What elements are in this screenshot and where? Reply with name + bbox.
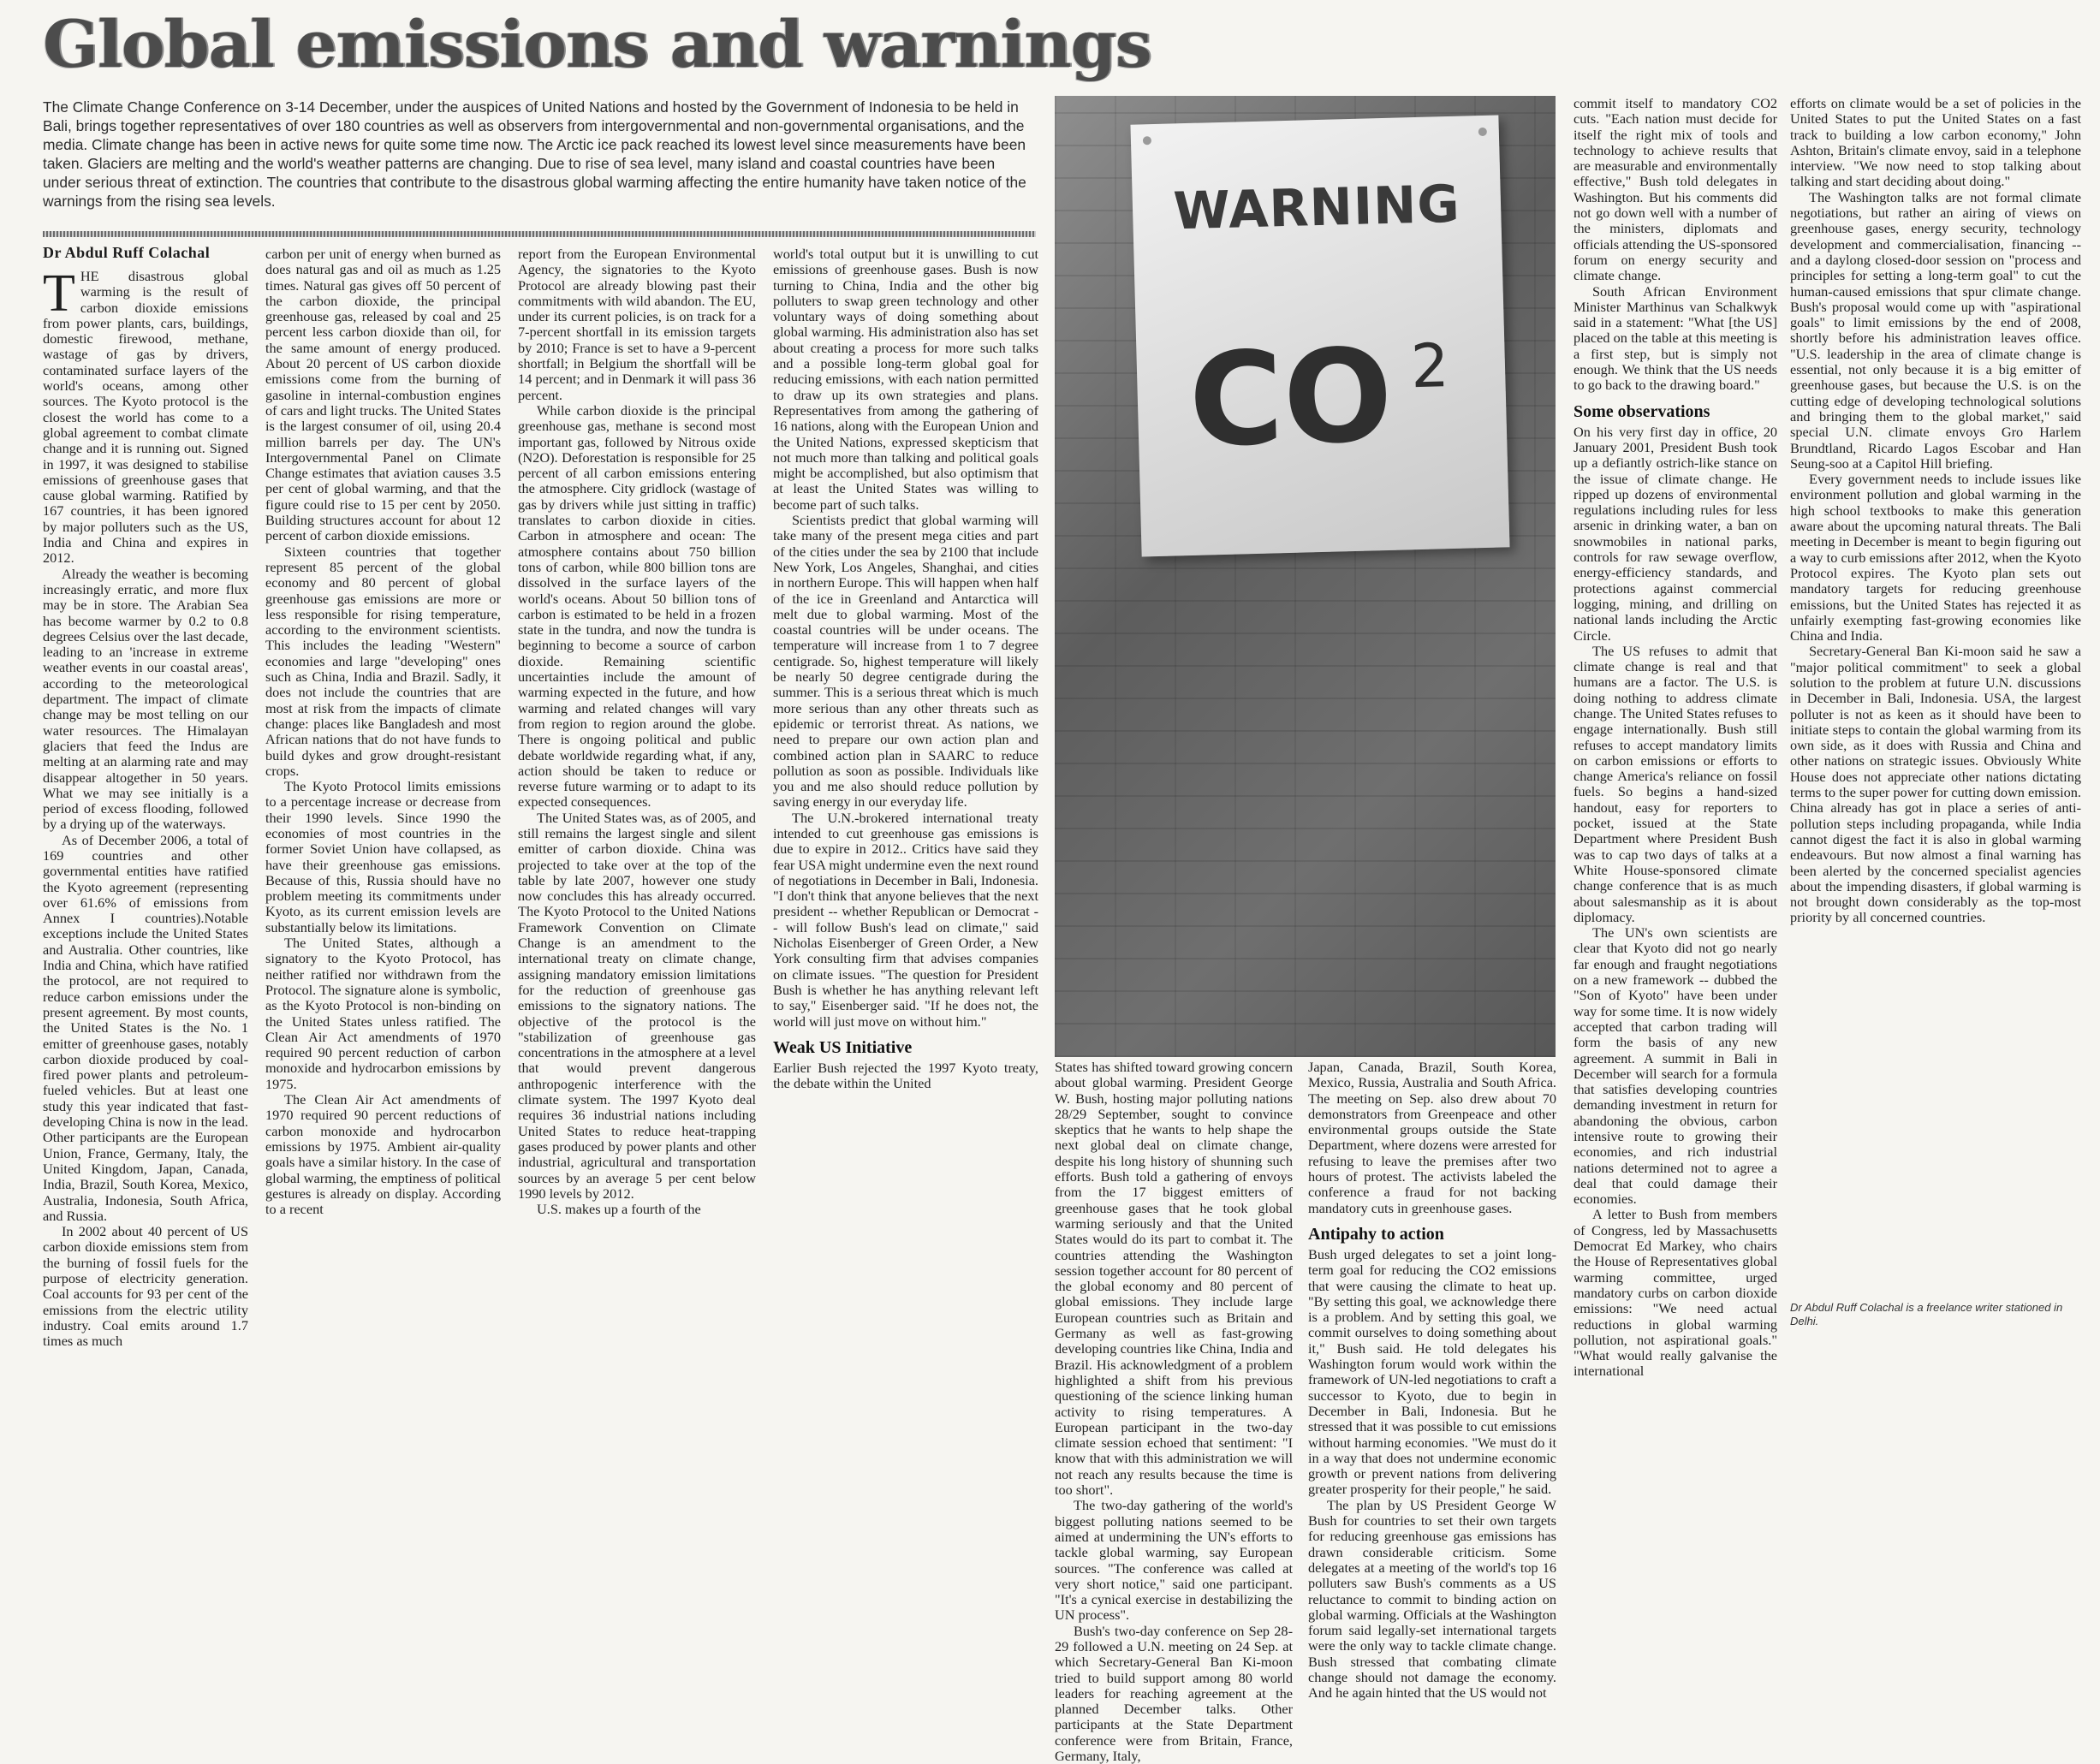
paragraph: The plan by US President George W Bush for countries to set their own targets for reducing greenhouse gas emissions has drawn considerable criticism. Some delegates at a meeting of the world's top 16 polluters saw Bush's comments as a US reluctance to commit to binding action on global warming. Officials at the Washington forum said legally-set international targets were the only way to tackle climate change. Bush stressed that combating climate change should not damage the economy. And he again hinted that the US would not: [1308, 1496, 1556, 1702]
paragraph: Already the weather is becoming increasingly erratic, and more flux may be in store. The Arabian Sea has become warmer by 0.2 to 0.8 degrees Celsius over the last decade, leading to an 'increase in extreme weather events in our coastal areas', according to the meteorological department. The impact of climate change may be most telling on our water resources. The Himalayan glaciers that feed the Indus are melting at an alarming rate and may disappear altogether in 50 years. What we may see initially is a period of excess flooding, followed by a drying up of the waterways.: [43, 565, 248, 833]
paragraph: As of December 2006, a total of 169 countries and other governmental entities have ratified the Kyoto agreement (representing over 61.6% of emissions from Annex I countries).Notable exceptions include the United States and Australia. Other countries, like India and China, which have ratified the protocol, are not required to reduce carbon emissions under the present agreement. By most counts, the United States is the No. 1 emitter of greenhouse gases, notably carbon dioxide produced by coal-fired power plants and petroleum-fueled vehicles. But at least one study this year indicated that fast-developing China is now in the lead. Other participants are the European Union, France, Germany, Italy, the United Kingdom, Japan, Canada, India, Brazil, South Korea, Mexico, Australia, Indonesia, South Africa, and Russia.: [43, 831, 248, 1224]
article-column-6: [1308, 1059, 1556, 1702]
paragraph: Secretary-General Ban Ki-moon said he saw a "major political commitment" to seek a global solution to the problem at future U.N. discussions in December in Bali, Indonesia. USA, the largest polluter is not as keen as it should have been to initiate steps to contain the global warming from its own side, as it does with Russia and China and other nations on strategic issues. Obviously White House does not appreciate other nations dictating terms to the super power for cutting down emission. China already has got in place a series of anti-pollution steps including propaganda, while India cannot digest the fact it is also in global warming endeavours. But now almost a final warning has been alerted by the concerned specialist agencies about the impending disasters, if global warming is not brought down considerably as the top-most priority by all concerned countries.: [1790, 643, 2081, 926]
paragraph: world's total output but it is unwilling to cut emissions of greenhouse gases. Bush is now turning to China, India and the other big polluters to swap green technology and other voluntary ways of doing something about global warming. His administration also has set about creating a process for more such talks and a possible long-term global goal for reducing emissions, with each nation permitted to draw up its own strategies and plans. Representatives from among the gathering of 16 nations, along with the European Union and the United Nations, expressed skepticism that not much more than talking and political goals might be accomplished, but also optimism that at least the United States was willing to become part of such talks.: [773, 246, 1038, 513]
paragraph: A letter to Bush from members of Congress, led by Massachusetts Democrat Ed Markey, who chairs the House of Representatives global warming committee, urged mandatory curbs on carbon dioxide emissions: "We need actual reductions in global warming pollution, not aspirational goals." "What would really galvanise the international: [1574, 1206, 1777, 1380]
article-column-1: [43, 264, 248, 1350]
paragraph: The US refuses to admit that climate change is real and that humans are a factor. The U.S. is doing nothing to address climate change. The United States refuses to engage internationally. Bush still refuses to accept mandatory limits on carbon emissions or efforts to change America's reliance on fossil fuels. So begins a hand-sized handout, easy for reporters to pocket, issued at the State Department where President Bush was to cap two days of talks at a White House-sponsored climate change conference that is as much about salesmanship as it is about diplomacy.: [1574, 642, 1777, 925]
paragraph: carbon per unit of energy when burned as does natural gas and oil as much as 1.25 times. Natural gas gives off 50 percent of the carbon dioxide, the principal greenhouse gas, released by coal and 25 percent less carbon dioxide than oil, for the same amount of energy produced. About 20 percent of US carbon dioxide emissions come from the burning of gasoline in internal-combustion engines of cars and light trucks. The United States is the largest consumer of oil, using 20.4 million barrels per day. The UN's Intergovernmental Panel on Climate Change estimates that aviation causes 3.5 per cent of global warming, and that the figure could rise to 15 per cent by 2050. Building structures account for about 12 percent of carbon dioxide emissions.: [265, 246, 501, 544]
paragraph: The Kyoto Protocol limits emissions to a percentage increase or decrease from their 1990 levels. Since 1990 the economies of most countries in the former Soviet Union have collapsed, as have their greenhouse gas emissions. Because of this, Russia should have no problem meeting its commitments under Kyoto, as its current emission levels are substantially below its limitations.: [265, 778, 501, 935]
paragraph: U.S. makes up a fourth of the: [537, 1201, 701, 1218]
article-column-2: [265, 246, 501, 1339]
paragraph: Japan, Canada, Brazil, South Korea, Mexico, Russia, Australia and South Africa. The meeting on Sep. also drew about 70 demonstrators from Greenpeace and other environmental groups outside the State Department, where dozens were arrested for refusing to leave the premises after two hours of protest. The activists labeled the conference a fraud for not backing mandatory cuts in greenhouse gases.: [1308, 1059, 1556, 1216]
sign-bolt: [1478, 128, 1487, 136]
paragraph: commit itself to mandatory CO2 cuts. "Each nation must decide for itself the right mix of tools and technology to achieve results that are measurable and environmentally effective," Bush told delegates in Washington. But his comments did not go down well with a number of the ministers, diplomats and officials attending the US-sponsored forum on energy security and climate change.: [1574, 95, 1777, 284]
paragraph: report from the European Environmental Agency, the signatories to the Kyoto Protocol are already blowing past their commitments with wild abandon. The EU, under its current policies, is on track for a 7-percent shortfall in its emission targets by 2010; France is set to have a 9-percent shortfall; in Belgium the shortfall will be 14 percent; and in Denmark it will pass 36 percent.: [518, 246, 756, 403]
sign-warning-text: WARNING: [1172, 174, 1461, 242]
paragraph: The UN's own scientists are clear that Kyoto did not go nearly far enough and fraught negotiations on a new framework -- dubbed the "Son of Kyoto" have been under way for some time. It is now widely accepted that carbon trading will form the basis of any new agreement. A summit in Bali in December will search for a formula that satisfies developing countries demanding investment in return for abandoning the obvious, carbon intensive route to growing their economies, and rich industrial nations determined not to agree a deal that could damage their economies.: [1574, 924, 1777, 1208]
subheading-some-observations: Some observations: [1574, 401, 1710, 421]
paragraph: While carbon dioxide is the principal greenhouse gas, methane is second most important gas, followed by Nitrous oxide (N2O). Deforestation is responsible for 25 percent of all carbon emissions entering the atmosphere. City gridlock (wastage of gas by drivers while just sitting in traffic) translates to carbon dioxide in cities. Carbon in atmosphere and ocean: The atmosphere contains about 750 billion tons of carbon, while 800 billion tons are dissolved in the surface layers of the world's oceans. About 50 billion tons of carbon is estimated to be held in a frozen state in the tundra, and now the tundra is beginning to become a source of carbon dioxide. Remaining scientific uncertainties include the amount of warming expected in the future, and how warming and related changes will vary from region to region around the globe. There is ongoing political and public debate worldwide regarding what, if any, action should be taken to reduce or reverse future warming or to adapt to its expected consequences.: [518, 401, 756, 811]
article-column-5: [1055, 1059, 1293, 1764]
paragraph: States has shifted toward growing concern about global warming. President George W. Bush, hosting major polluting nations 28/29 September, sought to convince skeptics that he wants to help shape the next global deal on climate change, despite his long history of shunning such efforts. Bush told a gathering of envoys from the 17 biggest emitters of greenhouse gases that he took global warming seriously and that the United States would do its part to combat it. The countries attending the Washington session together account for 80 percent of the global economy and 80 percent of global emissions. They include large European countries such as Britain and Germany as well as fast-growing developing countries like China, India and Brazil. His acknowledgment of a problem highlighted a shift from his previous questioning of the science linking human activity to rising temperatures. A European participant in the two-day climate session echoed that sentiment: "I know that with this administration we will not reach any results because the time is too short".: [1055, 1059, 1293, 1499]
paragraph: South African Environment Minister Marthinus van Schalkwyk said in a statement: "What [the US] placed on the table at this meeting is a first step, but is simply not enough. We think that the US needs to go back to the drawing board.": [1574, 282, 1777, 394]
article-column-8: [1790, 96, 2081, 1294]
sign-bolt: [1143, 136, 1151, 145]
paragraph: Earlier Bush rejected the 1997 Kyoto treaty, the debate within the United: [773, 1059, 1038, 1092]
paragraph: The U.N.-brokered international treaty intended to cut greenhouse gas emissions is due to expire in 2012.. Critics have said they fear USA might undermine even the next round of negotiations in December in Bali, Indonesia. "I don't think that anyone believes that the next president -- whether Republican or Democrat -- will follow Bush's lead on climate," said Nicholas Eisenberger of Green Order, a New York consulting firm that advises companies on climate issues. "The question for President Bush is whether he has anything relevant left to say," Eisenberger said. "If he does not, the world will just move on without him.": [773, 809, 1038, 1030]
paragraph: efforts on climate would be a set of policies in the United States to put the United States on a fast track to building a low carbon economy," John Ashton, Britain's climate envoy, said in a telephone interview. "We now need to stop talking about talking and start deciding about doing.": [1790, 95, 2081, 190]
article-column-4: [773, 246, 1038, 1339]
article-column-3: [518, 246, 756, 1339]
byline: Dr Abdul Ruff Colachal: [43, 244, 211, 261]
drop-cap: T: [43, 264, 75, 323]
paragraph: Bush urged delegates to set a joint long-term goal for reducing the CO2 emissions that were causing the climate to heat up. "By setting this goal, we acknowledge there is a problem. And by setting this goal, we commit ourselves to doing something about it," Bush said. He told delegates his Washington forum would work within the framework of UN-led negotiations to craft a successor to Kyoto, due to begin in December in Bali, Indonesia. But he stressed that it was possible to cut emissions without harming economies. "We must do it in a way that does not undermine economic growth or prevent nations from delivering greater prosperity for their people," he said.: [1308, 1245, 1556, 1498]
paragraph: The Clean Air Act amendments of 1970 required 90 percent reductions of carbon monoxide and hydrocarbon emissions by 1975. Ambient air-quality goals have a similar history. In the case of global warming, the emptiness of political gestures is already on display. According to a recent: [265, 1091, 501, 1218]
subheading-weak-us-initiative: Weak US Initiative: [773, 1037, 913, 1057]
paragraph: Scientists predict that global warming will take many of the present mega cities and part of the cities under the sea by 2100 that include New York, Los Angeles, Shanghai, and cities in northern Europe. This will happen when half of the ice in Greenland and Antarctica will melt due to global warming. Most of the coastal countries will be under oceans. The temperature will increase from 1 to 7 degree centigrade. So, highest temperature will likely be nearly 50 degree centigrade during the summer. This is a serious threat which is much more serious than any other threats such as epidemic or terrorist threat. As nations, we need to prepare our own action plan and combined action plan in SAARC to reduce pollution as soon as possible. Individuals like you and me also should reduce pollution by saving energy in our everyday life.: [773, 512, 1038, 811]
sign-subscript-text: 2: [1409, 330, 1450, 402]
article-column-7: [1574, 95, 1777, 1380]
author-credit: Dr Abdul Ruff Colachal is a freelance writer stationed in Delhi.: [1790, 1301, 2063, 1327]
paragraph: The Washington talks are not formal climate negotiations, but rather an airing of views on greenhouse gases, energy security, technology development and commercialisation, financing -- and a daylong closed-door session on "process and principles for setting a long-term goal" to cut the human-caused emissions that spur climate change. Bush's proposal would come up with "aspirational goals" to limit emissions by the end of 2008, shortly before his administration leaves office. "U.S. leadership in the area of climate change is essential, not only because it is a big emitter of greenhouse gases, but because the U.S. is on the cutting edge of developing technological solutions and bringing them to the global market," said special U.N. climate envoys Gro Harlem Brundtland, Ricardo Lagos Escobar and Han Seung-soo at a Capitol Hill briefing.: [1790, 188, 2081, 472]
co2-warning-photo: [1055, 96, 1556, 1057]
paragraph: Every government needs to include issues like environment pollution and global warming in the high school textbooks to make this generation aware about the upcoming natural threats. The Bali meeting in December is meant to begin figuring out a way to curb emissions after 2012, when the Kyoto Protocol expires. The Kyoto plan sets out mandatory targets for reducing greenhouse emissions, but the United States has rejected it as unfairly exempting fast-growing economies like China and India.: [1790, 471, 2081, 644]
subheading-antipathy-to-action: Antipahy to action: [1308, 1224, 1444, 1244]
paragraph: In 2002 about 40 percent of US carbon dioxide emissions stem from the burning of fossil fuels for the purpose of electricity generation. Coal accounts for 93 per cent of the emissions from the electric utility industry. Coal emits around 1.7 times as much: [43, 1223, 248, 1350]
paragraph: The two-day gathering of the world's biggest polluting nations seemed to be aimed at undermining the UN's efforts to tackle global warming, say European sources. "The conference was called at very short notice," said one participant. "It's a cynical exercise in destabilizing the UN process".: [1055, 1497, 1293, 1624]
intro-paragraph: The Climate Change Conference on 3-14 December, under the auspices of United Nations and hosted by the Government of Indonesia to be held in Bali, brings together representatives of over 180 countries as well as observers from intergovernmental and non-governmental organisations, and the media. Climate change has been in active news for quite some time now. The Arctic ice pack reached its lowest level since measurements have been taken. Glaciers are melting and the world's weather patterns are changing. Due to rise of sea level, many island and coastal countries have been under serious threat of extinction. The countries that contribute to the disastrous global warming affecting the entire humanity have taken notice of the warnings from the rising sea levels.: [43, 98, 1026, 210]
paragraph: On his very first day in office, 20 January 2001, President Bush took up a defiantly ostrich-like stance on the issue of climate change. He ripped up dozens of environmental regulations including rules for less arsenic in drinking water, a ban on snowmobiles in national parks, controls for raw sewage overflow, energy-efficiency standards, and protections against commercial logging, mining, and drilling on national lands including the Arctic Circle.: [1574, 423, 1777, 644]
paragraph: The United States was, as of 2005, and still remains the largest single and silent emitter of carbon dioxide. China was projected to take over at the top of the table by late 2007, however one study now concludes this has already occurred. The Kyoto Protocol to the United Nations Framework Convention on Climate Change is an amendment to the international treaty on climate change, assigning mandatory emission limitations for the reduction of greenhouse gas emissions to the signatory nations. The objective of the protocol is the "stabilization of greenhouse gas concentrations in the atmosphere at a level that would prevent dangerous anthropogenic interference with the climate system. The 1997 Kyoto deal requires 36 industrial nations including United States to reduce heat-trapping gases produced by power plants and other industrial, agricultural and transportation sources by an average 5 per cent below 1990 levels by 2012.: [518, 809, 756, 1202]
paragraph: The United States, although a signatory to the Kyoto Protocol, has neither ratified nor withdrawn from the Protocol. The signature alone is symbolic, as the Kyoto Protocol is non-binding on the United States unless ratified. The Clean Air Act amendments of 1970 required 90 percent reduction of carbon monoxide and hydrocarbon emissions by 1975.: [265, 935, 501, 1092]
sign-co2-text: CO: [1187, 321, 1395, 477]
paragraph: Sixteen countries that together represent 85 percent of the global economy and 80 percent of global greenhouse gas emissions are more or less responsible for rising temperature, according to the environment scientists. This includes the leading "Western" economies and large "developing" ones such as China, India and Brazil. Sadly, it does not include the countries that are most at risk from the impacts of climate change: places like Bangladesh and most African nations that do not have funds to build dykes and grow drought-resistant crops.: [265, 543, 501, 779]
paragraph: THE disastrous global warming is the result of carbon dioxide emissions from power plants, cars, buildings, domestic firewood, methane, wastage of gas by drivers, contaminated surface layers of the world's oceans, among other sources. The Kyoto protocol is the closest the world has come to a global agreement to combat climate change and it is running out. Signed in 1997, it was designed to stabilise emissions of greenhouse gases that cause global warming. Ratified by 167 countries, it has been ignored by major polluters such as the US, India and China and expires in 2012.: [43, 264, 248, 567]
divider-rule: [43, 231, 1036, 237]
warning-sign: [1130, 115, 1509, 556]
paragraph: Bush's two-day conference on Sep 28-29 followed a U.N. meeting on 24 Sep. at which Secretary-General Ban Ki-moon tried to build support among 80 world leaders for reaching agreement at the planned December talks. Other participants at the State Department conference were from Britain, France, Germany, Italy,: [1055, 1622, 1293, 1764]
headline: Global emissions and warnings: [43, 6, 1151, 82]
